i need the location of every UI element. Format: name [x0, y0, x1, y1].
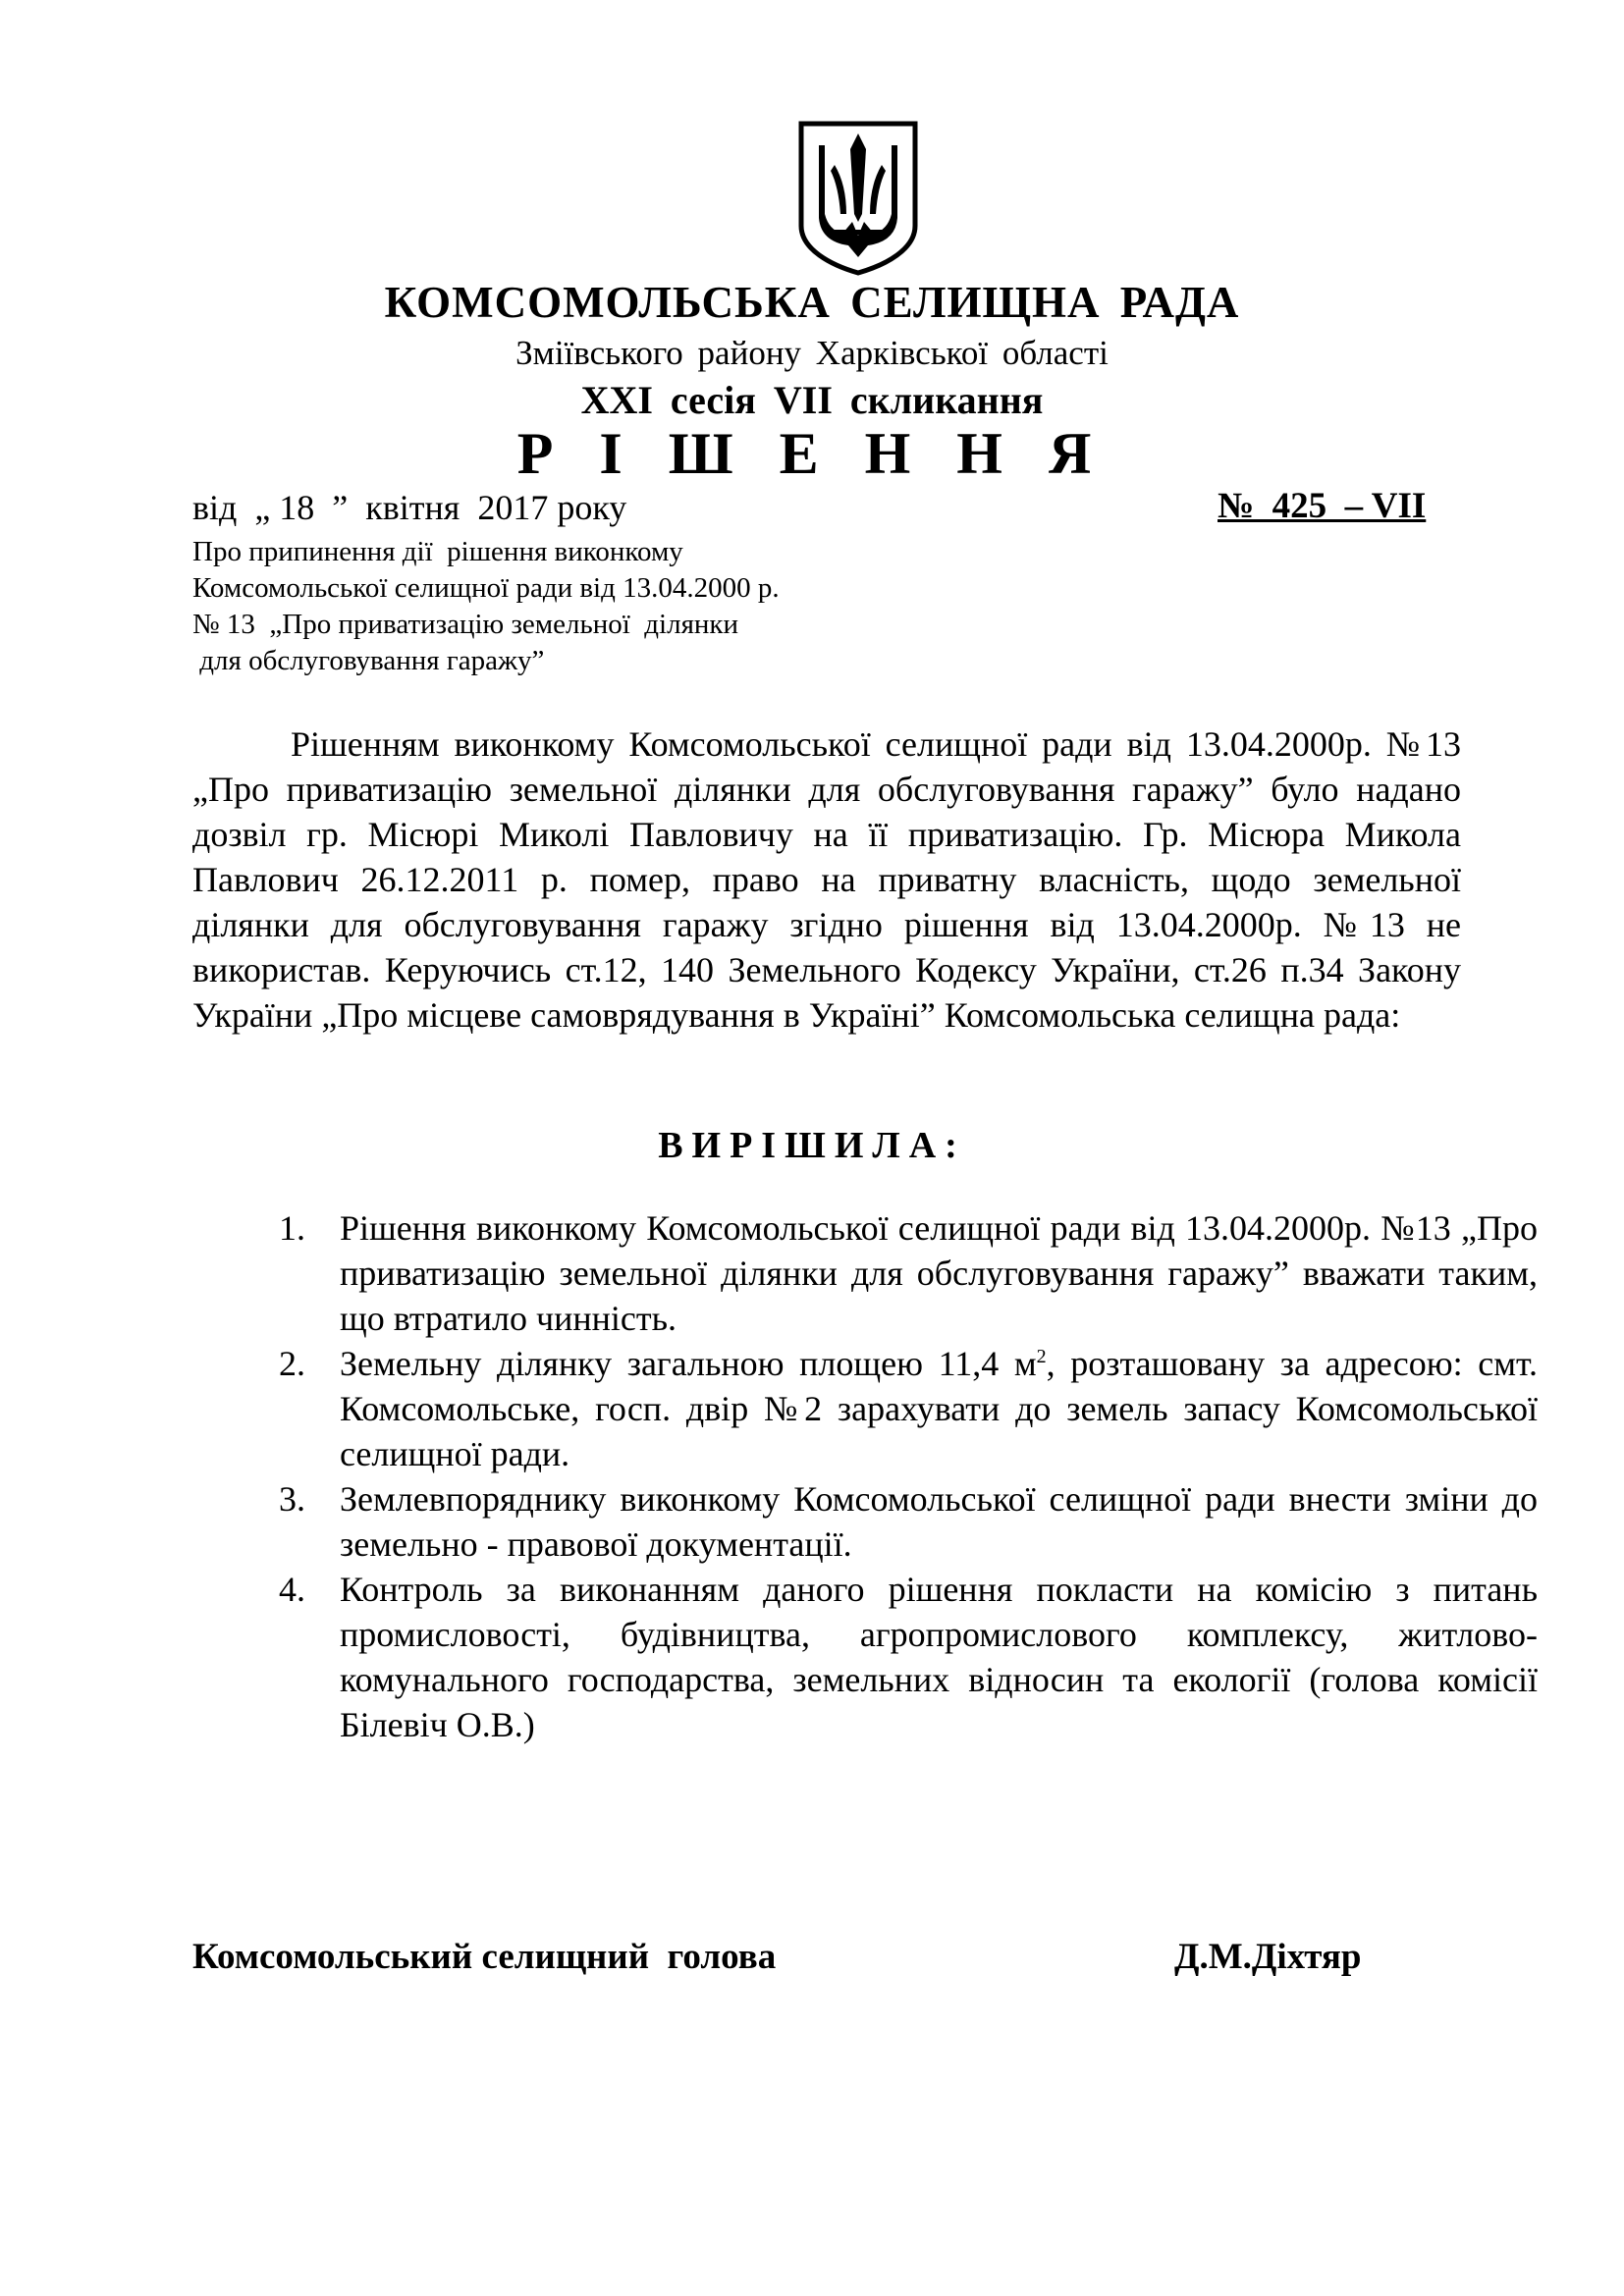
list-item [279, 1476, 1538, 1567]
resolution-list [279, 1205, 1538, 1747]
preamble-paragraph: Рішенням виконкому Комсомольської селищної ради від 13.04.2000р. №13 „Про приватизацію земельної ділянки для обслуговування гаражу” було надано дозвіл гр. Місюрі Миколі Павловичу на її приватизацію. Гр. Місюра Микола Павлович 26.12.2011 р. помер, право на приватну власність, щодо земельної ділянки для обслуговування гаражу згідно рішення від 13.04.2000р. №13 не використав. Керуючись ст.12, 140 Земельного Кодексу України, ст.26 п.34 Закону України „Про місцеве самоврядування в Україні” Комсомольська селищна рада: [192, 724, 1461, 1035]
decision-date: від „ 18 ” квітня 2017 року [192, 488, 627, 527]
item-number: 4. [279, 1570, 305, 1609]
list-item [279, 1341, 1538, 1476]
subject-line: Про припинення дії рішення виконкому [192, 536, 683, 567]
trident-coat-of-arms-icon [795, 120, 921, 277]
item-text: Контроль за виконанням даного рішення покласти на комісію з питань промисловості, будівництва, агропромислового комплексу, житлово-комунального господарства, земельних відносин та екології (голова комісії Білевіч О.В.) [340, 1570, 1538, 1744]
resolved-heading: ВИРІШИЛА: [658, 1125, 966, 1166]
signatory-position: Комсомольський селищний голова [192, 1937, 777, 1977]
item-number: 1. [279, 1208, 305, 1248]
item-text-after: , розташовану за адресою: смт. Комсомольське, госп. двір №2 зарахувати до земель запасу Комсомольської селищної ради. [340, 1344, 1538, 1473]
item-number: 2. [279, 1344, 305, 1383]
item-text: Землевпоряднику виконкому Комсомольської селищної ради внести зміни до земельно - правової документації. [340, 1479, 1538, 1564]
session-info: XXI сесія VII скликання [580, 378, 1044, 422]
item-text-before: Земельну ділянку загальною площею 11,4 м [340, 1344, 1037, 1383]
district-region: Зміївського району Харківської області [515, 334, 1109, 372]
item-text: Рішення виконкому Комсомольської селищної ради від 13.04.2000р. №13 „Про приватизацію земельної ділянки для обслуговування гаражу” вважати таким, що втратило чинність. [340, 1208, 1538, 1338]
subject-line: Комсомольської селищної ради від 13.04.2000 р. [192, 572, 780, 604]
document-type-title: Р І Ш Е Н Н Я [516, 421, 1108, 486]
list-item [279, 1567, 1538, 1747]
list-item [279, 1205, 1538, 1341]
subject-line: № 13 „Про приватизацію земельної ділянки [192, 609, 739, 640]
superscript: 2 [1036, 1346, 1047, 1367]
subject-line: для обслуговування гаражу” [192, 645, 545, 676]
decision-subject [192, 534, 780, 679]
decision-number: № 425 – VII [1218, 486, 1427, 526]
council-name: КОМСОМОЛЬСЬКА СЕЛИЩНА РАДА [384, 278, 1240, 327]
item-number: 3. [279, 1479, 305, 1519]
signatory-name: Д.М.Діхтяр [1174, 1937, 1362, 1977]
